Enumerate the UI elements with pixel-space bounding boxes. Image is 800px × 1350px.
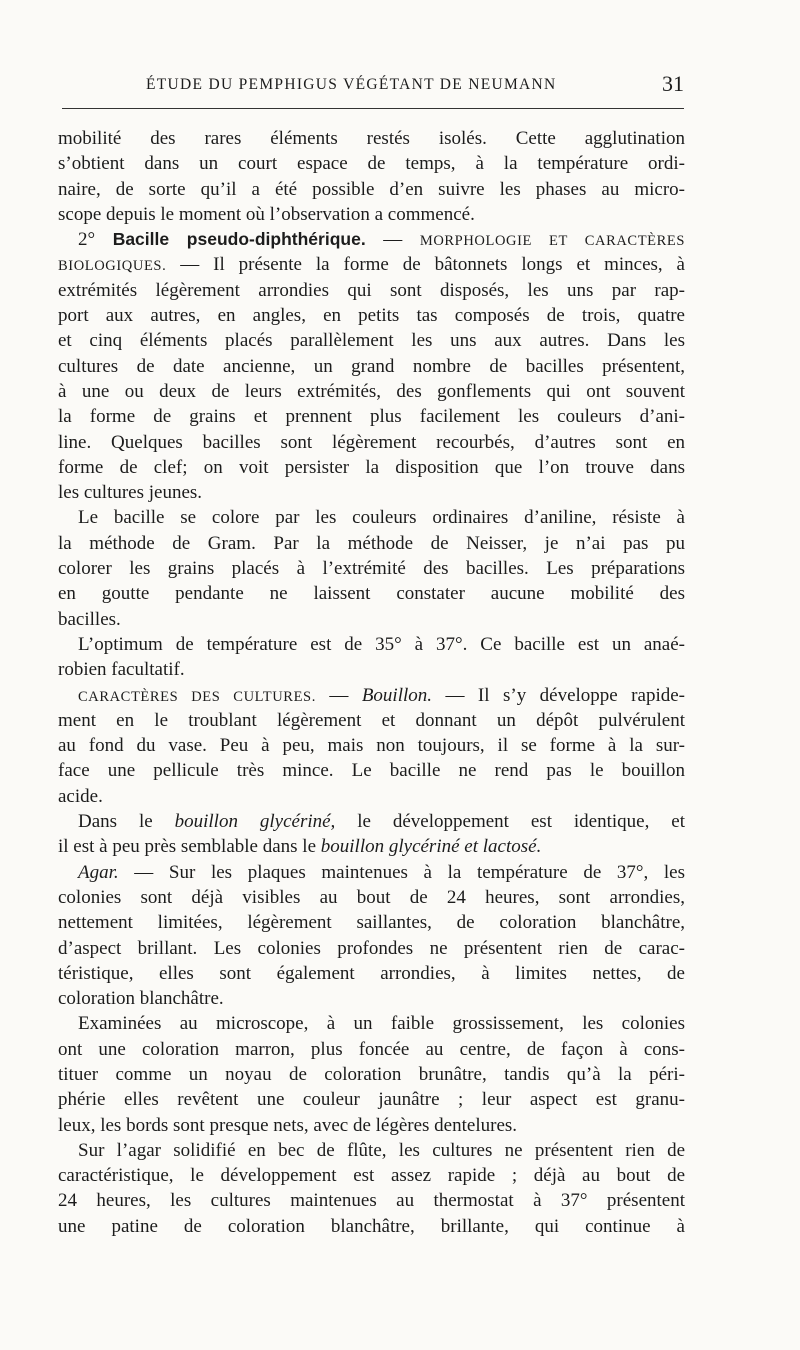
text-line [58, 252, 685, 277]
section-number: 2° [78, 229, 113, 251]
text-line: acide. [58, 785, 103, 807]
section-title: Bacille pseudo-diphthérique. [112, 229, 366, 250]
italic-term: Agar. [78, 861, 119, 883]
text-line [58, 834, 685, 859]
text-line [58, 860, 685, 885]
text-fragment: Dans le [78, 811, 175, 833]
text-line: ment en le troublant légèrement et donnant un dépôt pulvérulent [58, 709, 685, 731]
text-line: coloration blanchâtre. [58, 988, 224, 1010]
text-fragment: le développement est identique, et [335, 811, 685, 833]
text-line: colonies sont déjà visibles au bout de 24 heures, sont arrondies, [58, 886, 685, 908]
text-line: caractéristique, le développement est assez rapide ; déjà au bout de [58, 1165, 685, 1187]
text-line: face une pellicule très mince. Le bacille ne rend pas le bouillon [58, 760, 685, 782]
text-line: Le bacille se colore par les couleurs ordinaires d’aniline, résiste à [78, 507, 685, 529]
text-line: Examinées au microscope, à un faible grossissement, les colonies [78, 1013, 685, 1035]
running-title: ÉTUDE DU PEMPHIGUS VÉGÉTANT DE NEUMANN [146, 76, 557, 93]
section-heading-line [58, 227, 685, 252]
text-line: extrémités légèrement arrondies qui sont disposés, les uns par rap- [58, 279, 685, 301]
small-caps-heading: CARACTÈRES DES CULTURES. [78, 688, 316, 705]
running-header [62, 68, 684, 102]
page-number: 31 [662, 71, 684, 96]
text-line: leux, les bords sont presque nets, avec de légères dentelures. [58, 1114, 518, 1136]
text-line: en goutte pendante ne laissent constater aucune mobilité des [58, 583, 685, 605]
text-line: L’optimum de température est de 35° à 37°. Ce bacille est un anaé- [78, 633, 685, 655]
text-line [58, 809, 685, 834]
text-line: colorer les grains placés à l’extrémité des bacilles. Les préparations [58, 558, 685, 580]
text-line: nettement limitées, légèrement saillantes, de coloration blanchâtre, [58, 912, 685, 934]
text-line: 24 heures, les cultures maintenues au thermostat à 37° présentent [58, 1190, 685, 1212]
text-fragment: — Il s’y développe rapide- [432, 684, 685, 706]
text-line: naire, de sorte qu’il a été possible d’en suivre les phases au micro- [58, 178, 685, 200]
text-line: forme de clef; on voit persister la disposition que l’on trouve dans [58, 456, 685, 478]
small-caps-heading: BIOLOGIQUES. [58, 258, 167, 275]
text-line: Sur l’agar solidifié en bec de flûte, les cultures ne présentent rien de [78, 1139, 685, 1161]
text-line: une patine de coloration blanchâtre, brillante, qui continue à [58, 1215, 685, 1237]
text-fragment: il est à peu près semblable dans le [58, 836, 321, 858]
text-line: la forme de grains et prennent plus facilement les couleurs d’ani- [58, 406, 685, 428]
text-line: et cinq éléments placés parallèlement les uns aux autres. Dans les [58, 330, 685, 352]
text-line: phérie elles revêtent une couleur jaunâtre ; leur aspect est granu- [58, 1089, 685, 1111]
dash: — [315, 684, 362, 706]
text-line: téristique, elles sont également arrondies, à limites nettes, de [58, 962, 685, 984]
text-line: tituer comme un noyau de coloration brunâtre, tandis qu’à la péri- [58, 1063, 685, 1085]
header-rule [62, 108, 684, 109]
text-line: d’aspect brillant. Les colonies profondes ne présentent rien de carac- [58, 937, 685, 959]
text-fragment: — Sur les plaques maintenues à la température de 37°, les [118, 861, 685, 883]
dash: — [365, 229, 420, 251]
subsection-heading-line [58, 683, 685, 708]
text-line: la méthode de Gram. Par la méthode de Neisser, je n’ai pas pu [58, 532, 685, 554]
text-line: ont une coloration marron, plus foncée au centre, de façon à cons- [58, 1038, 685, 1060]
italic-term: Bouillon. [361, 684, 433, 706]
text-line: robien facultatif. [58, 659, 185, 681]
text-line: s’obtient dans un court espace de temps, à la température ordi- [58, 153, 685, 175]
italic-term: bouillon glycériné et lactosé. [320, 836, 542, 858]
text-line: bacilles. [58, 608, 121, 630]
text-line: à une ou deux de leurs extrémités, des gonflements qui ont souvent [58, 380, 685, 402]
body-text [58, 126, 685, 1239]
text-line: cultures de date ancienne, un grand nombre de bacilles présentent, [58, 355, 685, 377]
text-fragment: — Il présente la forme de bâtonnets longs et minces, à [166, 254, 685, 276]
text-line: line. Quelques bacilles sont légèrement recourbés, d’autres sont en [58, 431, 685, 453]
text-line: mobilité des rares éléments restés isolés. Cette agglutination [58, 128, 685, 149]
text-line: scope depuis le moment où l’observation a commencé. [58, 203, 475, 225]
text-line: au fond du vase. Peu à peu, mais non toujours, il se forme à la sur- [58, 735, 685, 757]
text-line: port aux autres, en angles, en petits tas composés de trois, quatre [58, 305, 685, 327]
italic-term: bouillon glycériné, [174, 811, 336, 833]
text-line: les cultures jeunes. [58, 482, 203, 504]
small-caps-heading: MORPHOLOGIE ET CARACTÈRES [419, 233, 685, 250]
